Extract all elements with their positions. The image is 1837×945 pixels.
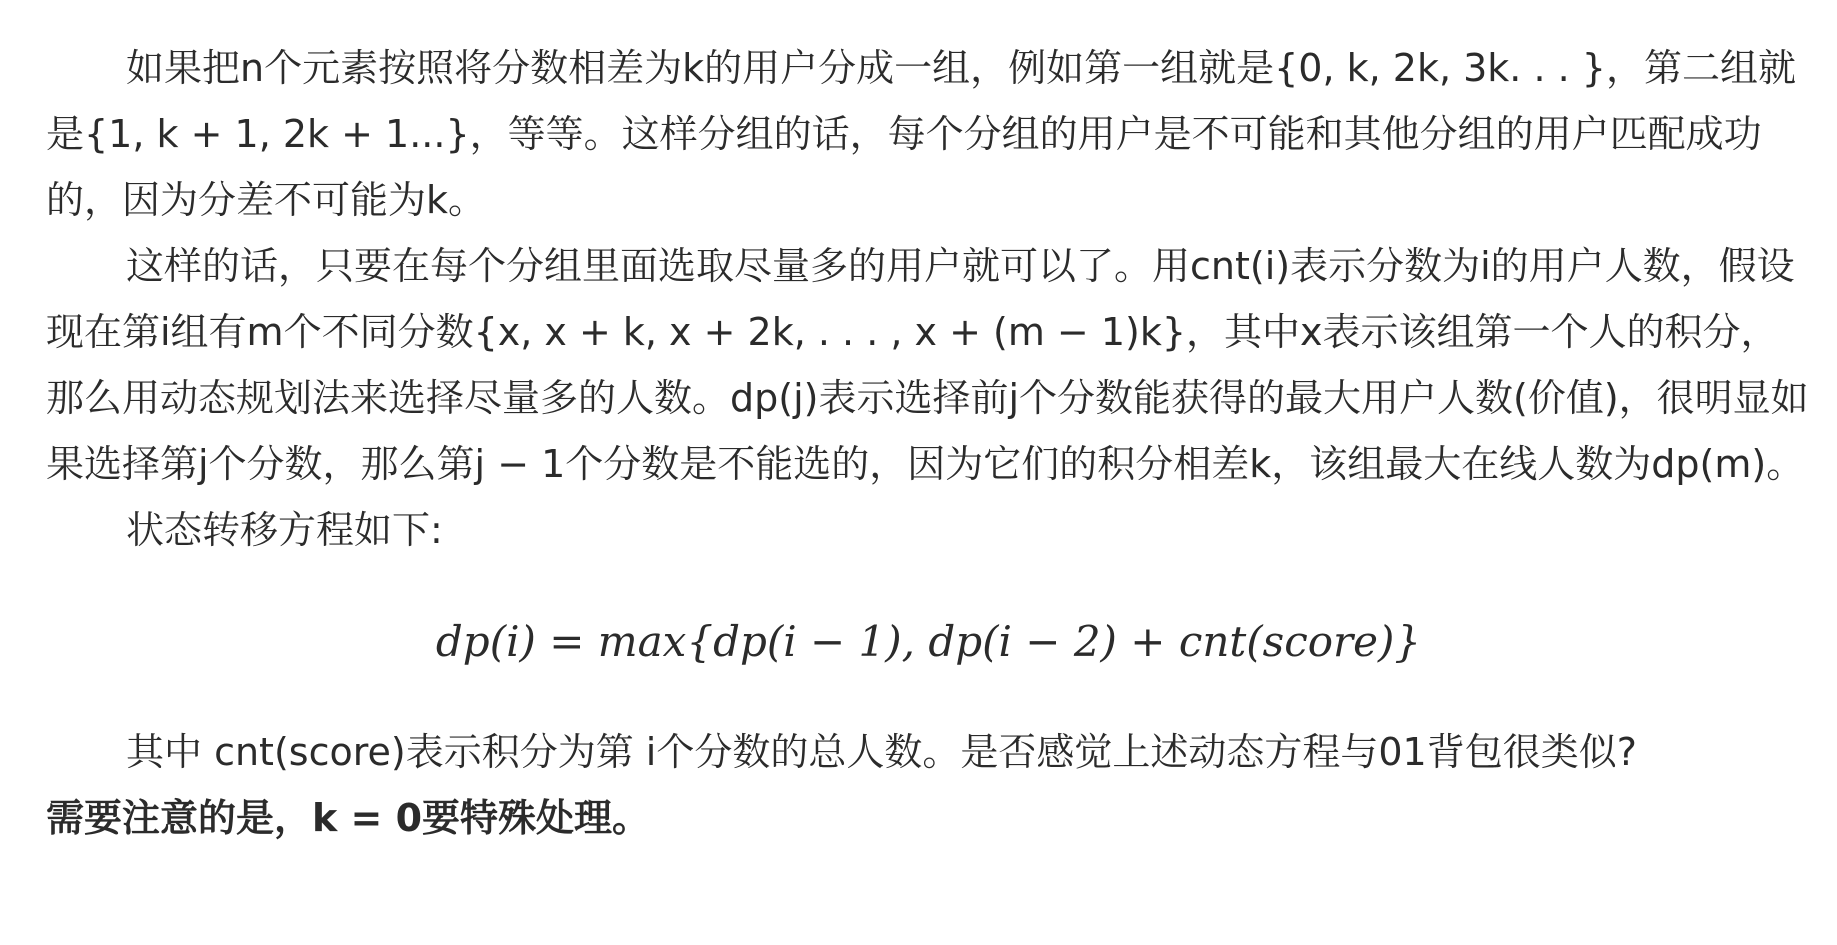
paragraph-dynamic-programming: 这样的话，只要在每个分组里面选取尽量多的用户就可以了。用cnt(i)表示分数为i的用户人数，假设现在第i组有m个不同分数{x, x + k, x + 2k, . . . , x + (m − 1)k}，其中x表示该组第一个人的积分，那么用动态规划法来选择尽量多的人数。dp(j)表示选择前j个分数能获得的最大用户人数(价值)，很明显如果选择第j个分数，那么第j − 1个分数是不能选的，因为它们的积分相差k，该组最大在线人数为dp(m)。 bbox=[46, 244, 1809, 486]
paragraph-state-transition: 状态转移方程如下: bbox=[126, 508, 443, 552]
paragraph-grouping: 如果把n个元素按照将分数相差为k的用户分成一组，例如第一组就是{0, k, 2k, 3k. . . }，第二组就是{1, k + 1, 2k + 1...}，等等。这样分组的话，每个分组的用户是不可能和其他分组的用户匹配成功的，因为分差不可能为k。 bbox=[46, 46, 1796, 222]
special-case-note: 需要注意的是，k = 0要特殊处理。 bbox=[46, 796, 651, 840]
paragraph-formula-explanation: 其中 cnt(score)表示积分为第 i个分数的总人数。是否感觉上述动态方程与01背包很类似? bbox=[126, 730, 1637, 774]
state-transition-formula: dp(i) = max{dp(i − 1), dp(i − 2) + cnt(score)} bbox=[435, 617, 1422, 666]
